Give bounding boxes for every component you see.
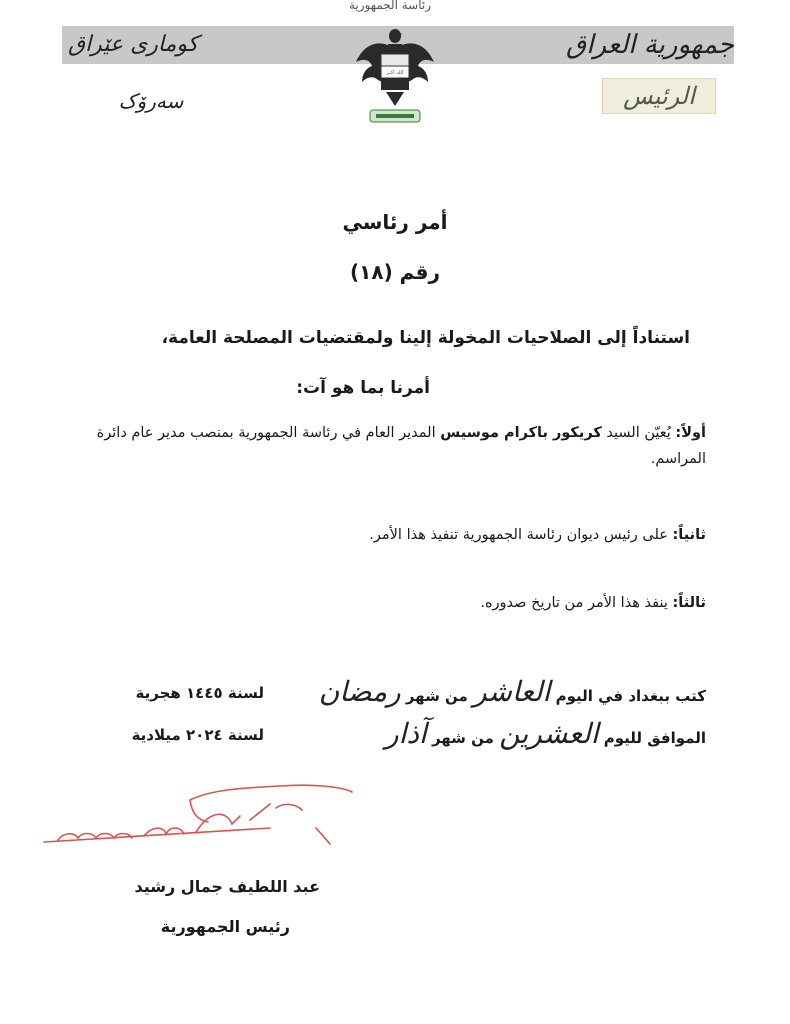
president-label-box: الرئيس xyxy=(602,78,716,114)
signer-title: رئيس الجمهورية xyxy=(160,917,290,936)
item-label: ثالثاً: xyxy=(672,595,706,611)
top-strip-text: رئاسة الجمهورية xyxy=(348,0,432,12)
item-text: على رئيس ديوان رئاسة الجمهورية تنفيذ هذا الأمر. xyxy=(369,527,673,543)
header-arabic-title: جمهورية العراق xyxy=(566,30,734,60)
svg-text:الله أكبر: الله أكبر xyxy=(386,70,404,76)
date-prefix: كتب ببغداد في اليوم xyxy=(555,687,706,705)
date-mid: من شهر xyxy=(405,687,468,705)
item-label: ثانياً: xyxy=(672,527,706,543)
date-mid: من شهر xyxy=(431,729,494,747)
appointee-name: كريكور باكرام موسيس xyxy=(440,425,602,441)
order-item-1 xyxy=(66,420,706,472)
order-preamble: استناداً إلى الصلاحيات المخولة إلينا ولمقتضيات المصلحة العامة، xyxy=(161,328,690,348)
item-text-post: المدير العام في رئاسة الجمهورية بمنصب مدير عام دائرة المراسم. xyxy=(96,425,706,467)
handwritten-month: آذار xyxy=(385,717,427,750)
item-label: أولاً: xyxy=(675,425,706,441)
signer-name: عبد اللطيف جمال رشيد xyxy=(134,877,320,896)
handwritten-day: العشرين xyxy=(499,717,599,750)
hijri-year: لسنة ١٤٤٥ هجرية xyxy=(135,684,264,702)
header-kurdish-title: كوماری عێراق xyxy=(68,32,199,57)
kurdish-president-label: سەرۆک xyxy=(118,89,184,113)
date-prefix: الموافق لليوم xyxy=(603,729,706,747)
item-text: ينفذ هذا الأمر من تاريخ صدوره. xyxy=(480,595,673,611)
handwritten-day: العاشر xyxy=(473,675,551,708)
iraq-eagle-emblem-icon xyxy=(350,22,440,132)
order-number: رقم (١٨) xyxy=(350,260,440,284)
handwritten-signature xyxy=(40,780,380,860)
item-text-pre: يُعيّن السيد xyxy=(601,425,676,441)
gregorian-year: لسنة ٢٠٢٤ ميلادية xyxy=(131,726,264,744)
order-item-2 xyxy=(66,522,706,548)
order-title: أمر رئاسي xyxy=(342,210,448,234)
order-intro: أمرنا بما هو آت: xyxy=(296,378,430,398)
order-item-3 xyxy=(66,590,706,616)
handwritten-month: رمضان xyxy=(318,675,401,708)
